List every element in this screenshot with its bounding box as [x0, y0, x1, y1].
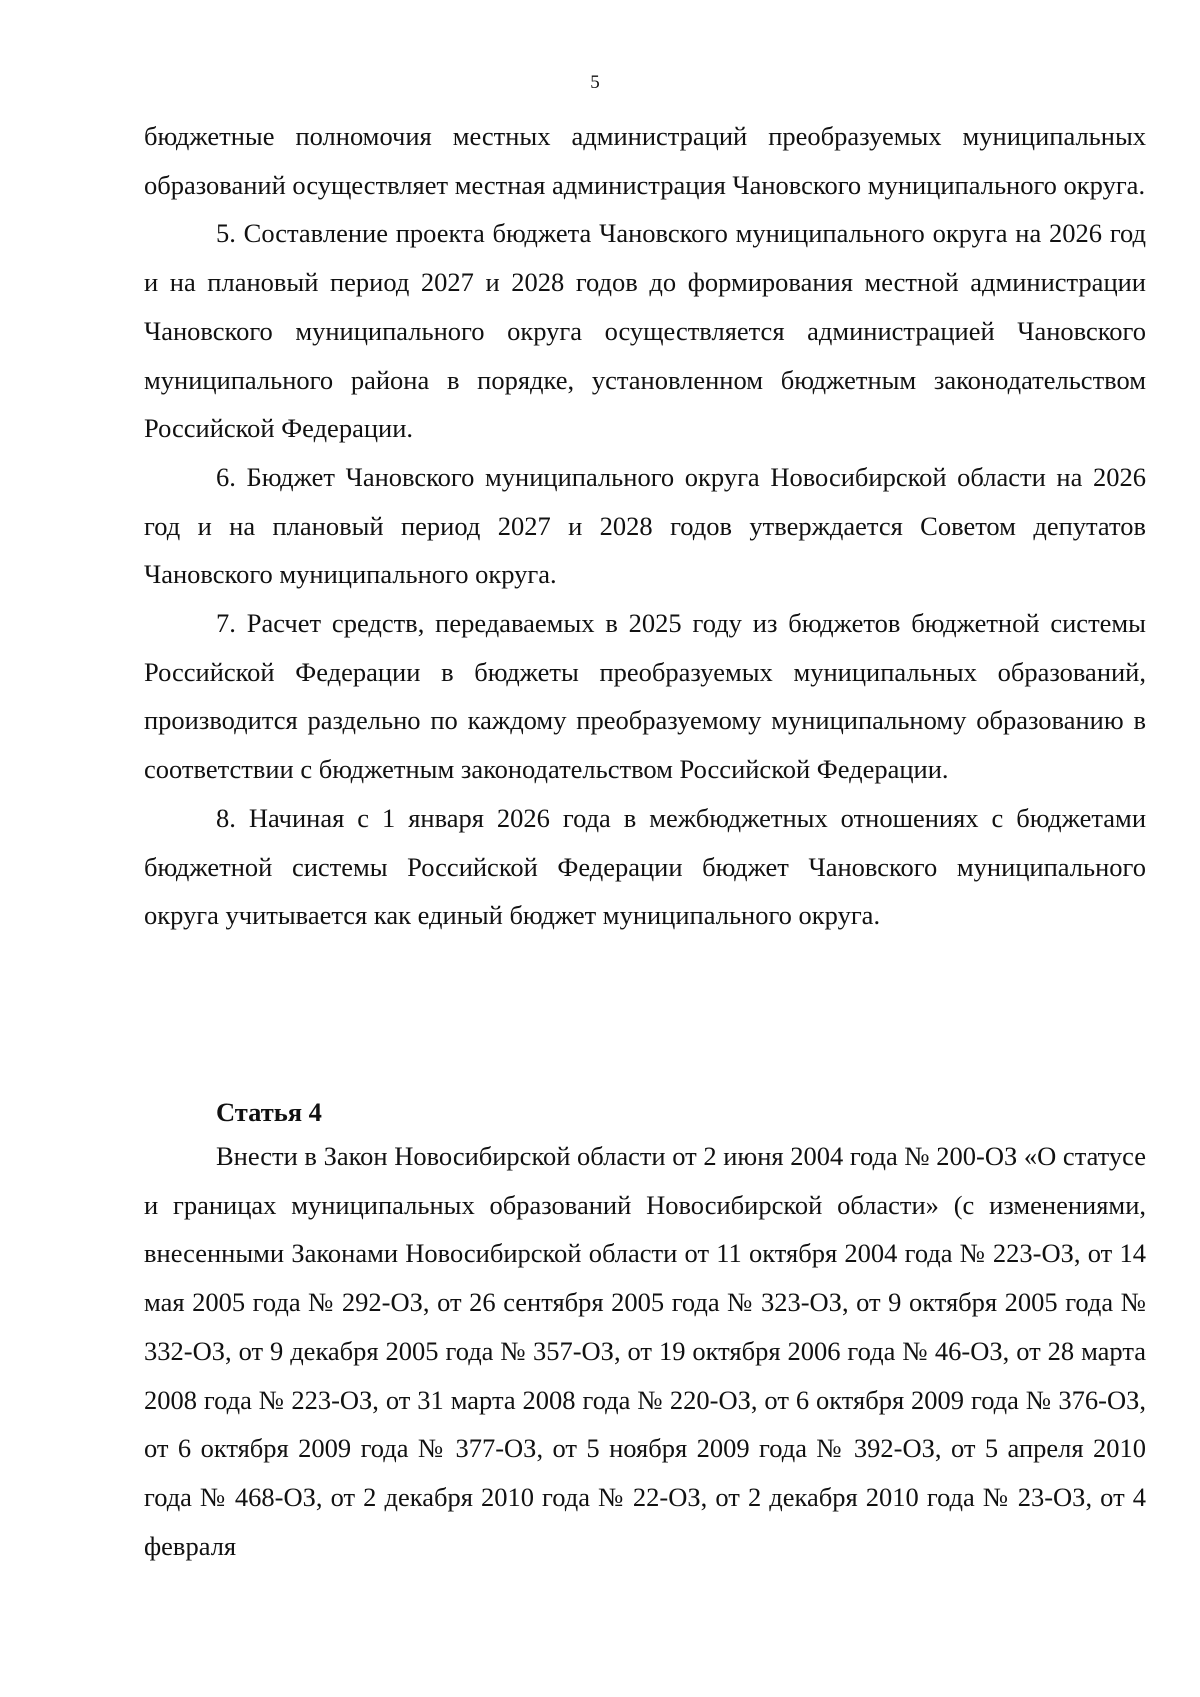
paragraph-item-5: 5. Составление проекта бюджета Чановского муниципального округа на 2026 год и на плановый период 2027 и 2028 годов до формирования местной администрации Чановского муниципального округа осуществляется администрацией Чановского муниципального района в порядке, установленном бюджетным законодательством Российской Федерации. — [144, 218, 1146, 444]
article-paragraph: Внести в Закон Новосибирской области от 2 июня 2004 года № 200-ОЗ «О статусе и границах муниципальных образований Новосибирской области» (с изменениями, внесенными Законами Новосибирской области от 11 октября 2004 года № 223-ОЗ, от 14 мая 2005 года № 292-ОЗ, от 26 сентября 2005 года № 323-ОЗ, от 9 октября 2005 года № 332-ОЗ, от 9 декабря 2005 года № 357-ОЗ, от 19 октября 2006 года № 46-ОЗ, от 28 марта 2008 года № 223-ОЗ, от 31 марта 2008 года № 220-ОЗ, от 6 октября 2009 года № 376-ОЗ, от 6 октября 2009 года № 377-ОЗ, от 5 ноября 2009 года № 392-ОЗ, от 5 апреля 2010 года № 468-ОЗ, от 2 декабря 2010 года № 22-ОЗ, от 2 декабря 2010 года № 23-ОЗ, от 4 февраля — [144, 1141, 1146, 1561]
paragraph-continuation: бюджетные полномочия местных администраций преобразуемых муниципальных образований осуществляет местная администрация Чановского муниципального округа. — [144, 121, 1146, 200]
paragraph-item-7: 7. Расчет средств, передаваемых в 2025 году из бюджетов бюджетной системы Российской Федерации в бюджеты преобразуемых муниципальных образований, производится раздельно по каждому преобразуемому муниципальному образованию в соответствии с бюджетным законодательством Российской Федерации. — [144, 608, 1146, 785]
paragraph-item-6: 6. Бюджет Чановского муниципального округа Новосибирской области на 2026 год и на плановый период 2027 и 2028 годов утверждается Советом депутатов Чановского муниципального округа. — [144, 461, 1146, 590]
page-number: 5 — [590, 72, 600, 93]
article-heading: Статья 4 — [216, 1097, 322, 1127]
article-body — [144, 1132, 1146, 1570]
paragraph-item-8: 8. Начиная с 1 января 2026 года в межбюджетных отношениях с бюджетами бюджетной системы Российской Федерации бюджет Чановского муниципального округа учитывается как единый бюджет муниципального округа. — [144, 802, 1146, 931]
body-text — [144, 112, 1146, 940]
